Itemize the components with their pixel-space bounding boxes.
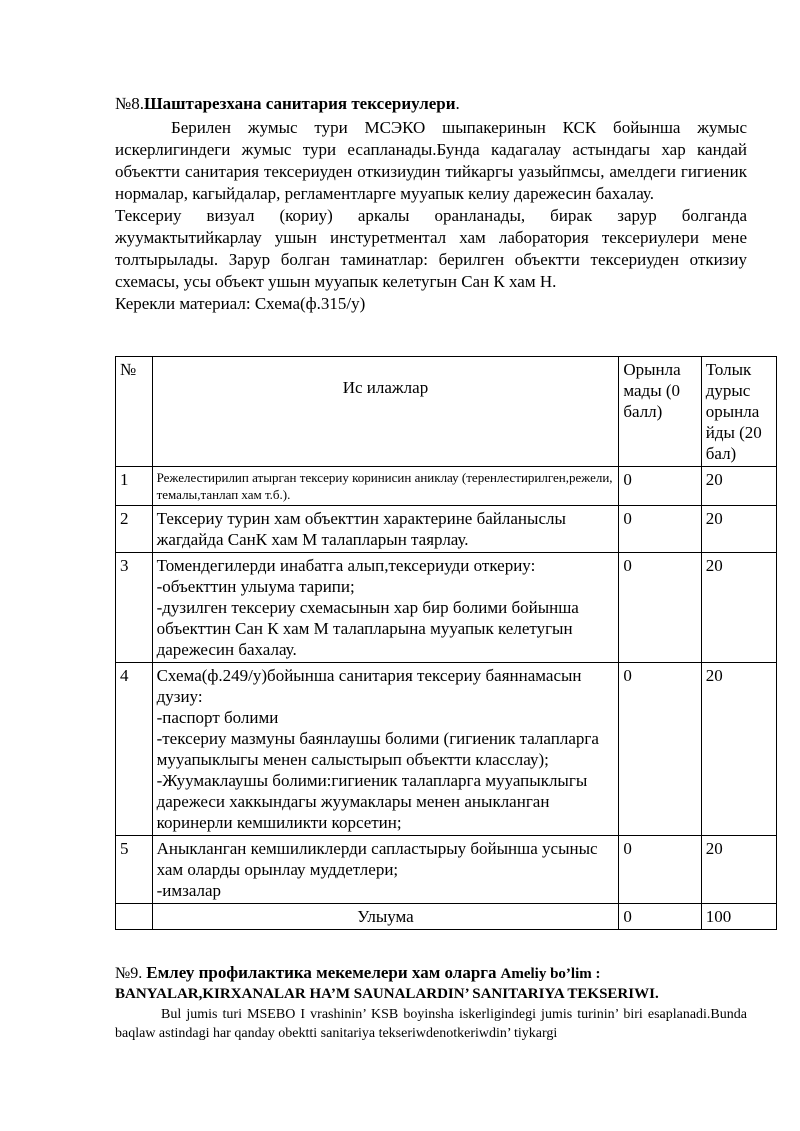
table-row (116, 663, 777, 836)
row-action (152, 506, 619, 553)
table-row (116, 467, 777, 506)
total-number-cell (116, 904, 153, 930)
section-8-paragraph-1: Берилен жумыс тури МСЭКО шыпакеринын КСК бойынша жумыс искерлигиндеги жумыс тури есапланады.Бунда кадагалау астындагы хар кандай объектти санитария тексериуден откизиудин тийкаргы уазыйпмсы, амелдеги гигиеник нормалар, кагыйдалар, регламентларге мууапык келиу дарежесин бахалау. (115, 118, 747, 203)
row-action-line: Аныкланган кемшиликлерди сапластырыу бойынша усыныс хам оларды орынлау муддетлери; (156, 839, 598, 879)
section-9-number: №9. (115, 965, 143, 982)
total-not-done: 0 (619, 904, 701, 930)
table-header-row (116, 357, 777, 467)
row-action-line: -объекттин улыума тарипи; (156, 577, 355, 596)
row-fully-done: 20 (701, 506, 776, 553)
row-fully-done: 20 (701, 836, 776, 904)
row-fully-done: 20 (701, 467, 776, 506)
header-number: № (116, 357, 153, 467)
row-number: 4 (116, 663, 153, 836)
header-fully-done: Толык дурыс орынла йды (20 бал) (701, 357, 776, 467)
row-number: 1 (116, 467, 153, 506)
row-fully-done: 20 (701, 553, 776, 663)
table-row (116, 836, 777, 904)
total-fully-done: 100 (701, 904, 776, 930)
header-action-cell (152, 357, 619, 467)
total-label: Улыума (152, 904, 619, 930)
row-action-line: -тексериу мазмуны баянлаушы болими (гигиеник талапларга мууапыклыгы менен салыстырып объектти класслау); (156, 729, 599, 769)
section-9-heading (115, 963, 747, 1004)
row-action-line: Схема(ф.249/у)бойынша санитария тексериу баяннамасын дузиу: (156, 666, 582, 706)
section-9-subtitle-2: BANYALAR,KIRXANALAR HA’M SAUNALARDIN’ SANITARIYA TEKSERIWI. (115, 986, 659, 1002)
row-action (152, 553, 619, 663)
table-row (116, 553, 777, 663)
row-fully-done: 20 (701, 663, 776, 836)
row-not-done: 0 (619, 836, 701, 904)
table-total-row (116, 904, 777, 930)
row-action-line: -имзалар (156, 881, 222, 900)
section-8-materials: Керекли материал: Схема(ф.315/у) (115, 294, 366, 313)
row-action-line: Томендегилерди инабатга алып,тексериуди откериу: (156, 556, 536, 575)
row-not-done: 0 (619, 467, 701, 506)
row-action (152, 836, 619, 904)
section-8-number: №8. (115, 94, 144, 113)
row-number: 5 (116, 836, 153, 904)
header-action: Ис илажлар (342, 378, 429, 397)
section-9-paragraph: Bul jumis turi MSEBO I vrashinin’ KSB boyinsha iskerligindegi jumis turinin’ biri esaplanadi.Bunda baqlaw astindagi har qanday obektti sanitariya tekseriwdenotkeriwdin’ tiykargi (115, 1007, 747, 1041)
row-number: 2 (116, 506, 153, 553)
section-9-subtitle-1: Ameliy bo’lim : (500, 966, 601, 982)
checklist-table (115, 356, 777, 930)
row-action-line: -Жуумаклаушы болими:гигиеник талапларга мууапыклыгы дарежеси хаккындагы жуумаклары менен аныкланган коринерли кемшиликти корсетин; (156, 771, 588, 832)
row-action-line: Тексериу турин хам объекттин характерине байланыслы жагдайда СанК хам М талапларын таярлау. (156, 509, 566, 549)
document-page (115, 93, 762, 1041)
section-8-title: Шаштарезхана санитария тексериулери (143, 94, 456, 113)
row-number: 3 (116, 553, 153, 663)
section-8-heading (115, 93, 747, 115)
row-not-done: 0 (619, 553, 701, 663)
row-not-done: 0 (619, 663, 701, 836)
row-action-line: Режелестирилип атырган тексериу коринисин аниклау (теренлестирилген,режели, темалы,танлап хам т.б.). (156, 470, 613, 502)
section-9-title: Емлеу профилактика мекемелери хам оларга (146, 963, 497, 982)
row-action-line: -дузилген тексериу схемасынын хар бир болими бойынша объекттин Сан К хам М талапларына мууапык келетугын дарежесин бахалау. (156, 598, 579, 659)
section-8-paragraph-2: Тексериу визуал (кориу) аркалы оранланады, бирак зарур болганда жуумактытийкарлау ушын инстуретментал хам лаборатория тексериулери мене толтырылады. Зарур болган таминатлар: берилген объектти тексериуден откизиу схемасы, усы объект ушын мууапык келетугын Сан К хам Н. (115, 206, 747, 291)
row-action (152, 467, 619, 506)
row-not-done: 0 (619, 506, 701, 553)
section-8-title-end: . (455, 94, 460, 113)
table-row (116, 506, 777, 553)
row-action (152, 663, 619, 836)
row-action-line: -паспорт болими (156, 708, 279, 727)
header-not-done: Орынла мады (0 балл) (619, 357, 701, 467)
